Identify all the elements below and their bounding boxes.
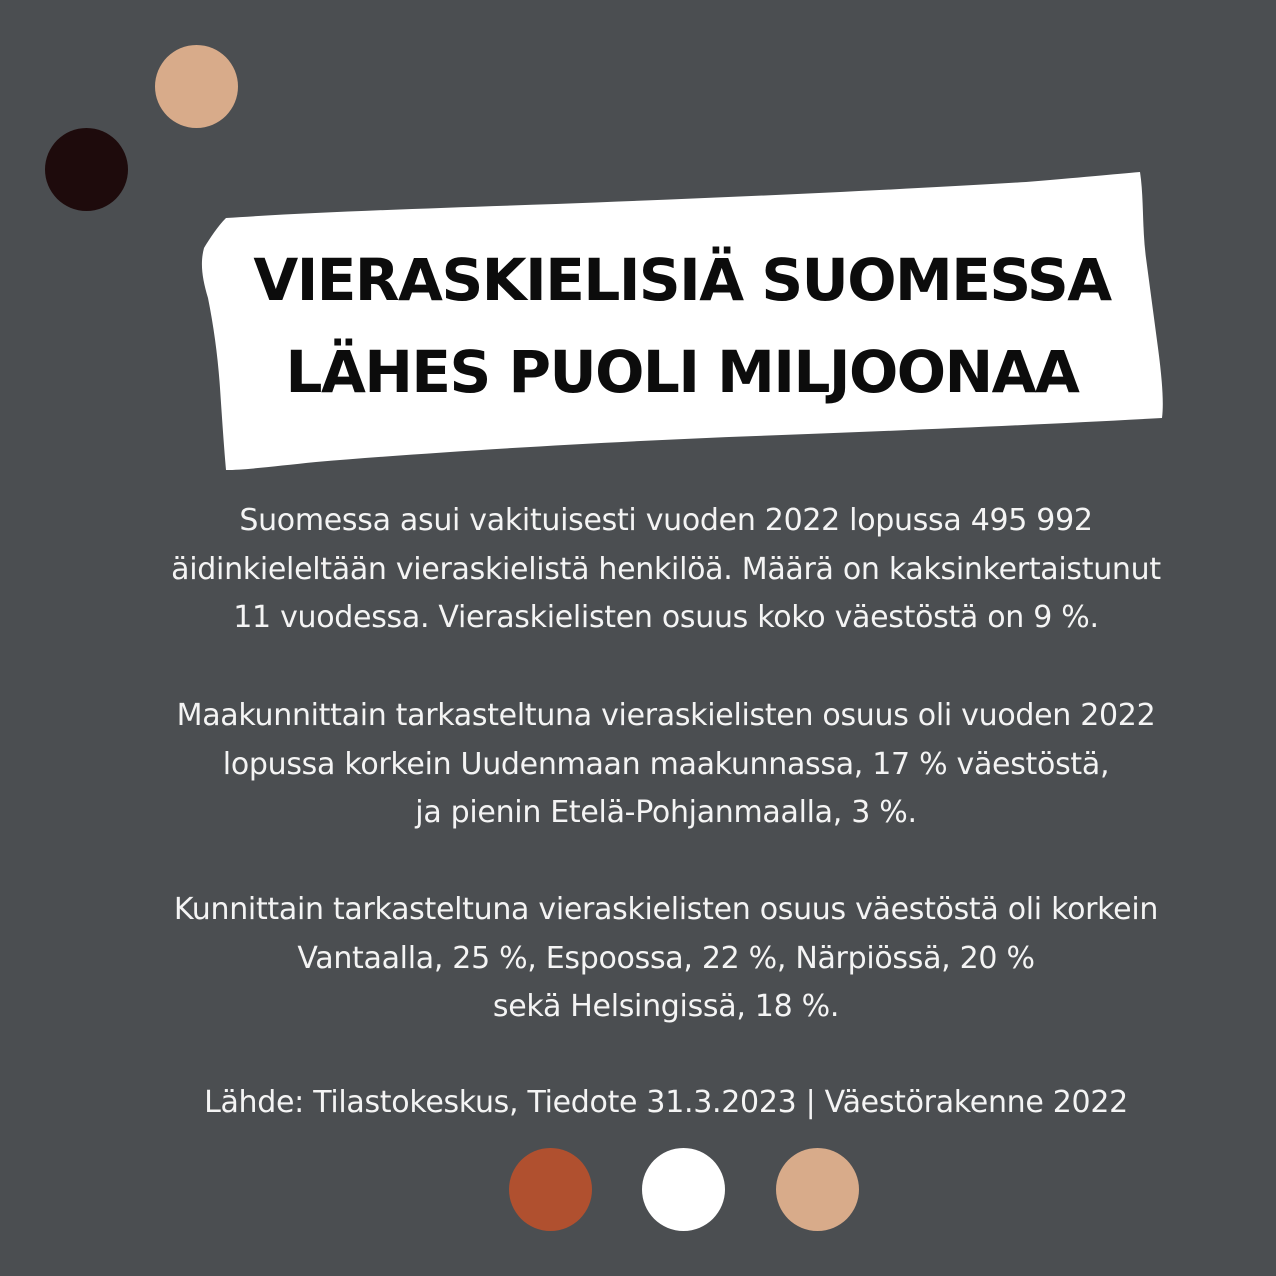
paragraph1-line-1: Suomessa asui vakituisesti vuoden 2022 lopussa 495 992 — [239, 503, 1093, 538]
paragraph-regions — [100, 692, 1232, 838]
paragraph2-line-2: lopussa korkein Uudenmaan maakunnassa, 17 % väestöstä, — [222, 746, 1110, 782]
source-citation — [100, 1079, 1232, 1128]
paragraph2-line-3: ja pienin Etelä-Pohjanmaalla, 3 %. — [415, 795, 917, 830]
dark-circle-decoration — [45, 128, 128, 211]
title-line-1: VIERASKIELISIÄ SUOMESSA — [253, 246, 1111, 314]
paragraph-population-total — [100, 497, 1232, 643]
title-banner — [196, 168, 1168, 474]
paragraph2-line-1: Maakunnittain tarkasteltuna vieraskielisten osuus oli vuoden 2022 — [176, 698, 1156, 733]
paragraph1-line-3: 11 vuodessa. Vieraskielisten osuus koko väestöstä on 9 %. — [233, 600, 1099, 635]
white-circle-decoration — [642, 1148, 725, 1231]
source-text: Lähde: Tilastokeskus, Tiedote 31.3.2023 | Väestörakenne 2022 — [204, 1085, 1128, 1120]
paragraph3-line-2: Vantaalla, 25 %, Espoossa, 22 %, Närpiössä, 20 % — [297, 940, 1035, 976]
rust-circle-decoration — [509, 1148, 592, 1231]
paragraph3-line-3: sekä Helsingissä, 18 %. — [492, 989, 840, 1024]
paragraph1-line-2: äidinkieleltään vieraskielistä henkilöä. Määrä on kaksinkertaistunut — [171, 551, 1161, 587]
paragraph-municipalities — [100, 886, 1232, 1032]
page-title — [196, 234, 1168, 418]
title-line-2: LÄHES PUOLI MILJOONAA — [285, 338, 1079, 406]
paragraph3-line-1: Kunnittain tarkasteltuna vieraskielisten osuus väestöstä oli korkein — [173, 892, 1159, 927]
tan-circle-decoration — [155, 45, 238, 128]
tan-circle-decoration-bottom — [776, 1148, 859, 1231]
